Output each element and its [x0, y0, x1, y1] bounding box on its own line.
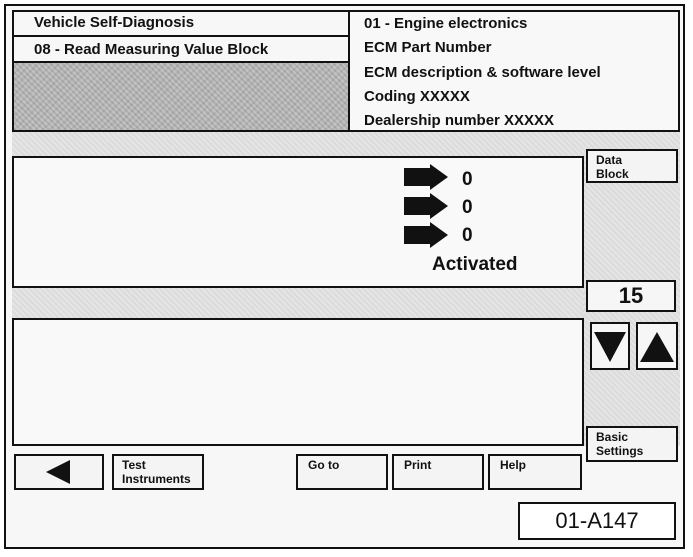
goto-label: Go to — [308, 458, 340, 472]
value-arrow-3-icon — [404, 222, 450, 253]
ecm-info-panel — [348, 10, 680, 132]
ecm-coding-line: Coding XXXXX — [364, 88, 470, 105]
function-title: 08 - Read Measuring Value Block — [34, 41, 269, 58]
back-arrow-icon — [16, 456, 102, 488]
value-arrow-2-icon — [404, 193, 450, 224]
ecm-dealership-line: Dealership number XXXXX — [364, 112, 555, 129]
ecm-system-line: 01 - Engine electronics — [364, 15, 528, 32]
header-title-box — [12, 10, 350, 37]
data-block-label: Data Block — [596, 153, 629, 181]
ecm-description-line: ECM description & software level — [364, 64, 601, 81]
figure-code: 01-A147 — [555, 508, 639, 533]
status-activated: Activated — [432, 254, 518, 275]
value-arrow-1-icon — [404, 164, 450, 195]
print-label: Print — [404, 458, 432, 472]
separator-band — [12, 132, 680, 156]
ecm-part-number-line: ECM Part Number — [364, 39, 492, 56]
block-up-button[interactable] — [636, 322, 678, 370]
data-block-button[interactable] — [586, 149, 678, 183]
figure-code-box — [518, 502, 676, 540]
middle-band — [12, 288, 584, 318]
block-down-button[interactable] — [590, 322, 630, 370]
measuring-value-display — [12, 156, 584, 288]
down-arrow-icon — [592, 324, 628, 368]
measured-value-3: 0 — [462, 225, 473, 246]
goto-button[interactable] — [296, 454, 388, 490]
back-button[interactable] — [14, 454, 104, 490]
header-shaded-panel — [12, 61, 350, 132]
block-number-field[interactable] — [586, 280, 676, 312]
print-button[interactable] — [392, 454, 484, 490]
basic-settings-label: Basic Settings — [596, 430, 644, 458]
function-title-box — [12, 35, 350, 63]
measured-value-2: 0 — [462, 197, 473, 218]
test-instruments-label: Test Instruments — [122, 458, 191, 486]
lower-display-area — [12, 318, 584, 446]
test-instruments-button[interactable] — [112, 454, 204, 490]
basic-settings-button[interactable] — [586, 426, 678, 462]
up-arrow-icon — [638, 324, 676, 368]
block-number-value: 15 — [618, 283, 644, 308]
help-label: Help — [500, 458, 527, 472]
help-button[interactable] — [488, 454, 582, 490]
app-title: Vehicle Self-Diagnosis — [34, 14, 195, 31]
measured-value-1: 0 — [462, 169, 473, 190]
